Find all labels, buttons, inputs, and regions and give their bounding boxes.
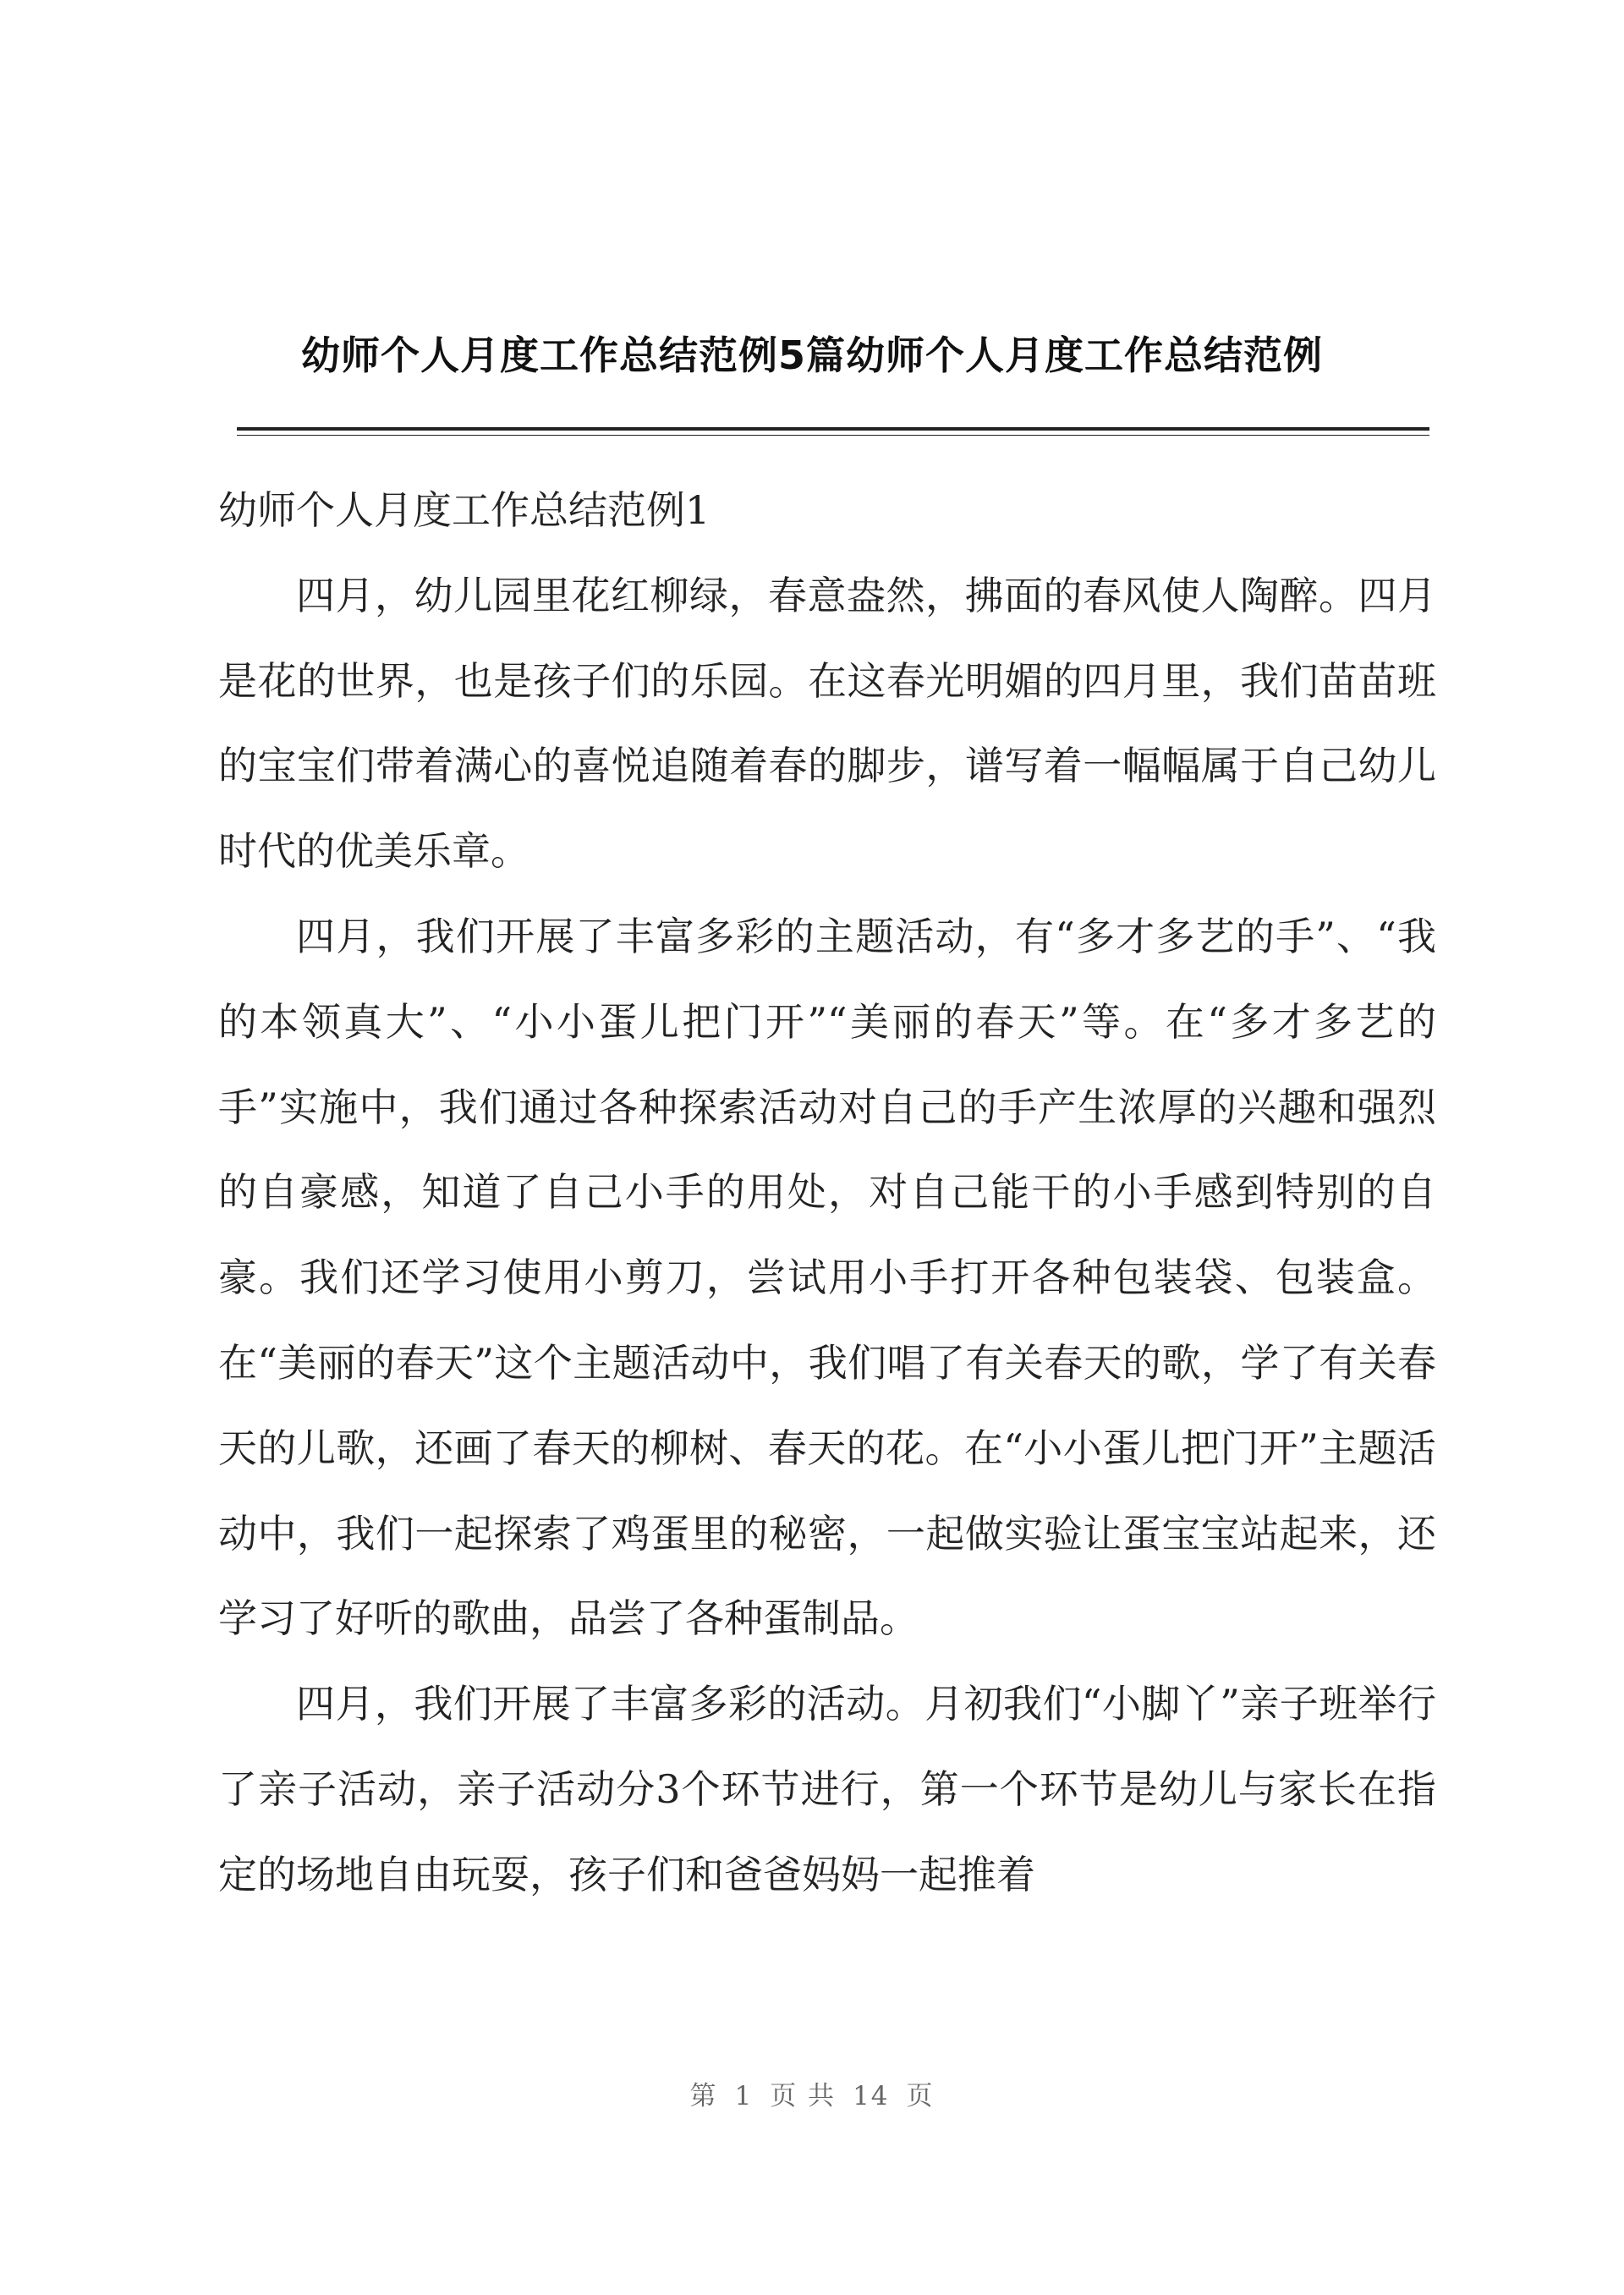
total-pages-number: 14	[853, 2081, 890, 2111]
paragraph-2: 四月，我们开展了丰富多彩的主题活动，有“多才多艺的手”、“我的本领真大”、“小小蛋儿把门开”“美丽的春天”等。在“多才多艺的手”实施中，我们通过各种探索活动对自己的手产生浓厚的兴趣和强烈的自豪感，知道了自己小手的用处，对自己能干的小手感到特别的自豪。我们还学习使用小剪刀，尝试用小手打开各种包装袋、包装盒。在“美丽的春天”这个主题活动中，我们唱了有关春天的歌，学了有关春天的儿歌，还画了春天的柳树、春天的花。在“小小蛋儿把门开”主题活动中，我们一起探索了鸡蛋里的秘密，一起做实验让蛋宝宝站起来，还学习了好听的歌曲，品尝了各种蛋制品。	[218, 913, 1436, 1642]
document-body	[218, 468, 1436, 1918]
page-label-suffix: 页	[906, 2081, 935, 2111]
title-divider-thick	[237, 427, 1429, 431]
page-label-prefix: 第	[689, 2081, 718, 2111]
document-title: 幼师个人月度工作总结范例5篇幼师个人月度工作总结范例	[300, 332, 1323, 378]
page-label-mid: 页 共	[770, 2081, 837, 2111]
title-divider-thin	[237, 435, 1429, 436]
paragraph-1: 四月，幼儿园里花红柳绿，春意盎然，拂面的春风使人陶醉。四月是花的世界，也是孩子们的乐园。在这春光明媚的四月里，我们苗苗班的宝宝们带着满心的喜悦追随着春的脚步，谱写着一幅幅属于自己幼儿时代的优美乐章。	[218, 572, 1436, 875]
section-heading: 幼师个人月度工作总结范例1	[218, 487, 710, 533]
paragraph-3: 四月，我们开展了丰富多彩的活动。月初我们“小脚丫”亲子班举行了亲子活动，亲子活动分3个环节进行，第一个环节是幼儿与家长在指定的场地自由玩耍，孩子们和爸爸妈妈一起推着	[218, 1681, 1436, 1897]
page-footer	[0, 2079, 1624, 2113]
current-page-number: 1	[734, 2081, 754, 2111]
